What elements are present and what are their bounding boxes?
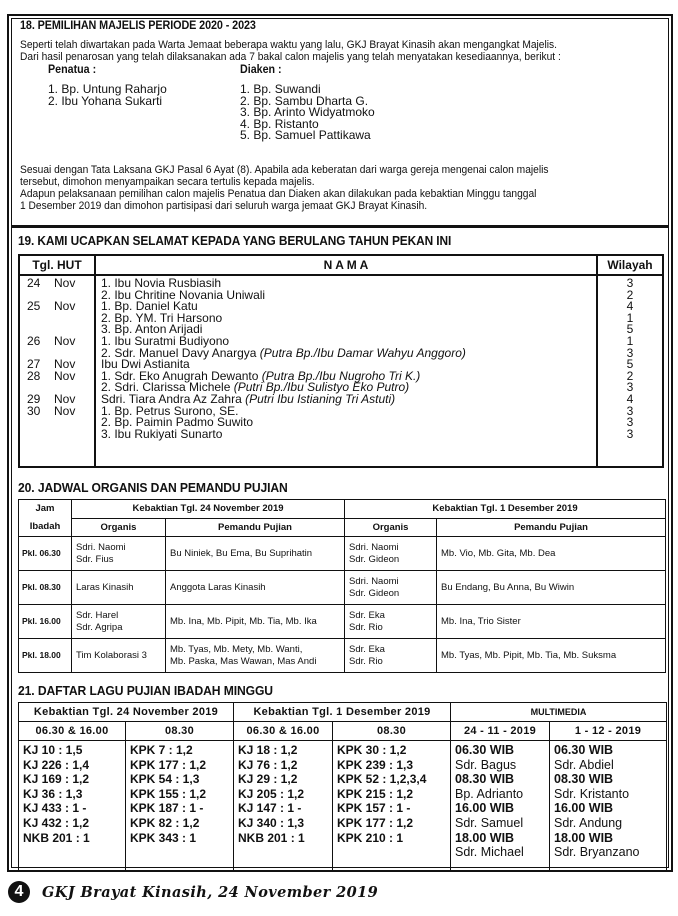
header-s1-a: 06.30 & 16.00 — [19, 722, 126, 741]
header-jam-ibadah — [19, 500, 72, 537]
song-entry: KJ 205 : 1,2 — [238, 786, 305, 801]
cell-line: Sdr. Eka — [349, 644, 385, 655]
song-entry: KJ 340 : 1,3 — [238, 815, 305, 830]
song-entry: KPK 54 : 1,3 — [130, 772, 200, 787]
header-service-1: Kebaktian Tgl. 24 November 2019 — [19, 703, 234, 722]
song-entry: KJ 76 : 1,2 — [238, 757, 298, 772]
header-s2-b: 08.30 — [333, 722, 451, 741]
table-header-row — [19, 500, 666, 519]
header-mm-1: 24 - 11 - 2019 — [451, 722, 550, 741]
section-19-title: 19. KAMI UCAPKAN SELAMAT KEPADA YANG BERULANG TAHUN PEKAN INI — [18, 234, 452, 248]
header-wilayah: Wilayah — [597, 255, 663, 275]
cell-line: Sdr. Rio — [349, 655, 383, 667]
song-entry: KPK 215 : 1,2 — [337, 786, 414, 801]
table-header-row — [19, 703, 667, 722]
songs-s2-a — [234, 741, 333, 871]
song-entry: KJ 29 : 1,2 — [238, 772, 298, 787]
multimedia-time: 18.00 WIB — [554, 830, 614, 845]
multimedia-operator: Bp. Adrianto — [455, 786, 524, 801]
list-item: 5. Bp. Samuel Pattikawa — [240, 128, 371, 143]
song-entry: KPK 52 : 1,2,3,4 — [337, 772, 427, 787]
person-name: 1. Sdr. Eko Anugrah Dewanto — [101, 368, 262, 383]
wilayah-value: 1 — [626, 333, 634, 348]
cell-line: Mb. Ina, Trio Sister — [441, 615, 521, 627]
multimedia-operator: Sdr. Michael — [455, 845, 524, 860]
person-note: (Putra Bp./Ibu Damar Wahyu Anggoro) — [259, 345, 466, 360]
wilayah-value: 2 — [626, 368, 634, 383]
tgl-month: Nov — [54, 333, 76, 348]
cell-line: Anggota Laras Kinasih — [170, 581, 266, 593]
song-entry: KJ 18 : 1,2 — [238, 743, 298, 757]
multimedia-operator: Sdr. Kristanto — [554, 786, 630, 801]
wilayah-column — [597, 275, 663, 467]
cell-line: Sdri. Naomi — [349, 542, 399, 553]
closing-line-1: Sesuai dengan Tata Laksana GKJ Pasal 6 Ayat (8). Apabila ada keberatan dari warga gereja mengenai calon majelis — [20, 164, 549, 176]
multimedia-operator: Sdr. Samuel — [455, 815, 524, 830]
wilayah-value: 3 — [626, 403, 634, 418]
song-entry: KJ 226 : 1,4 — [23, 757, 90, 772]
list-item: 3. Bp. Arinto Widyatmoko — [240, 105, 375, 120]
header-pemandu-1: Pemandu Pujian — [166, 518, 345, 537]
list-item: 1. Bp. Untung Raharjo — [48, 82, 167, 96]
s2-organis-cell — [345, 537, 437, 571]
cell-line: Sdri. Naomi — [349, 576, 399, 587]
person-name: 2. Bp. YM. Tri Harsono — [101, 310, 223, 325]
s1-organis-cell — [72, 537, 166, 571]
cell-line: Sdri. Naomi — [76, 542, 126, 553]
cell-line: Bu Niniek, Bu Ema, Bu Suprihatin — [170, 547, 313, 559]
song-entry: KPK 343 : 1 — [130, 830, 197, 845]
tgl-entry — [20, 313, 94, 325]
cell-line: Bu Endang, Bu Anna, Bu Wiwin — [441, 581, 575, 593]
multimedia-operator: Sdr. Andung — [554, 815, 623, 830]
s2-pemandu-cell — [437, 537, 666, 571]
penatua-list — [48, 84, 167, 107]
list-item: 4. Bp. Ristanto — [240, 116, 319, 131]
person-name: 2. Bp. Paimin Padmo Suwito — [101, 415, 254, 430]
header-service-2: Kebaktian Tgl. 1 Desember 2019 — [345, 500, 666, 519]
song-entry: KPK 82 : 1,2 — [130, 815, 200, 830]
cell-line: Sdr. Gideon — [349, 553, 400, 565]
header-multimedia: MULTIMEDIA — [451, 703, 667, 722]
person-note: (Putri Bp./Ibu Sulistyo Eko Putro) — [233, 380, 410, 395]
songs-s2-b — [333, 741, 451, 871]
song-entry: KPK 30 : 1,2 — [337, 743, 407, 757]
s2-organis-cell — [345, 571, 437, 605]
table-row — [19, 571, 666, 605]
tgl-day: 28 — [27, 368, 41, 383]
song-entry: KPK 177 : 1,2 — [130, 757, 207, 772]
section-18 — [20, 20, 660, 212]
s1-organis-cell — [72, 571, 166, 605]
diaken-heading: Diaken : — [240, 64, 282, 76]
person-name: 1. Ibu Suratmi Budiyono — [101, 333, 230, 348]
multimedia-time: 18.00 WIB — [455, 830, 515, 845]
song-entry: KJ 169 : 1,2 — [23, 772, 90, 787]
multimedia-time: 16.00 WIB — [455, 801, 515, 816]
section-18-title: 18. PEMILIHAN MAJELIS PERIODE 2020 - 2023 — [20, 20, 256, 32]
section-20-title: 20. JADWAL ORGANIS DAN PEMANDU PUJIAN — [18, 481, 288, 495]
tgl-day: 30 — [27, 403, 41, 418]
table-subheader-row — [19, 518, 666, 537]
song-entry: KJ 147 : 1 - — [238, 801, 302, 816]
song-entry: NKB 201 : 1 — [238, 830, 305, 845]
song-entry: NKB 201 : 1 — [23, 830, 90, 845]
list-item: 1. Bp. Suwandi — [240, 82, 321, 96]
person-name: 3. Bp. Anton Arijadi — [101, 322, 203, 337]
table-row — [19, 605, 666, 639]
cell-line: Mb. Paska, Mas Wawan, Mas Andi — [170, 655, 317, 667]
person-name: 2. Sdr. Manuel Davy Anargya — [101, 345, 260, 360]
cell-line: Tim Kolaborasi 3 — [76, 649, 147, 661]
closing-line-2: tersebut, dimohon menyampaikan secara tertulis kepada majelis. — [20, 176, 315, 188]
s1-pemandu-cell — [166, 537, 345, 571]
wilayah-value: 3 — [626, 380, 634, 395]
person-name: 1. Ibu Novia Rusbiasih — [101, 276, 222, 290]
song-entry: KJ 432 : 1,2 — [23, 815, 90, 830]
song-entry: KJ 36 : 1,3 — [23, 786, 83, 801]
person-name: Ibu Dwi Astianita — [101, 357, 190, 372]
s1-pemandu-cell — [166, 571, 345, 605]
song-entry: KPK 239 : 1,3 — [337, 757, 414, 772]
diaken-column — [240, 64, 375, 142]
tgl-day: 27 — [27, 357, 41, 372]
wilayah-value: 1 — [626, 310, 634, 325]
person-name: 1. Bp. Daniel Katu — [101, 299, 198, 314]
person-note: (Putri Ibu Istianing Tri Astuti) — [245, 391, 396, 406]
organist-schedule-table — [18, 499, 666, 673]
s1-organis-cell — [72, 605, 166, 639]
wilayah-value: 4 — [626, 391, 634, 406]
header-s1-b: 08.30 — [126, 722, 234, 741]
song-entry: KPK 157 : 1 - — [337, 801, 411, 816]
s2-pemandu-cell — [437, 571, 666, 605]
tgl-day: 25 — [27, 299, 41, 314]
hymn-list-table — [18, 702, 667, 871]
header-pemandu-2: Pemandu Pujian — [437, 518, 666, 537]
birthday-table — [18, 254, 664, 468]
multimedia-time: 06.30 WIB — [554, 743, 614, 757]
wilayah-value: 3 — [626, 345, 634, 360]
person-name: 3. Ibu Rukiyati Sunarto — [101, 426, 223, 441]
header-service-1: Kebaktian Tgl. 24 November 2019 — [72, 500, 345, 519]
wilayah-value: 3 — [626, 276, 634, 290]
cell-line: Laras Kinasih — [76, 581, 134, 593]
cell-line: Mb. Vio, Mb. Gita, Mb. Dea — [441, 547, 556, 559]
page-footer — [8, 880, 378, 904]
header-jam-line2: Ibadah — [29, 521, 61, 532]
candidate-lists — [48, 64, 648, 180]
cell-line: Sdr. Eka — [349, 610, 385, 621]
tgl-entry — [20, 278, 94, 290]
songs-s1-a — [19, 741, 126, 871]
jam-cell: Pkl. 06.30 — [19, 537, 72, 571]
table-body-row — [19, 275, 663, 467]
wilayah-value: 3 — [626, 415, 634, 430]
s2-pemandu-cell — [437, 605, 666, 639]
tgl-month: Nov — [54, 391, 76, 406]
cell-line: Mb. Ina, Mb. Pipit, Mb. Tia, Mb. Ika — [170, 615, 317, 627]
section-19 — [18, 234, 666, 441]
jam-cell: Pkl. 08.30 — [19, 571, 72, 605]
person-name: Sdri. Tiara Andra Az Zahra — [101, 391, 246, 406]
nama-column — [95, 275, 597, 467]
cell-line: Sdr. Gideon — [349, 587, 400, 599]
tgl-entry — [20, 417, 94, 429]
tgl-month: Nov — [54, 299, 76, 314]
cell-line: Sdr. Rio — [349, 621, 383, 633]
tgl-month: Nov — [54, 357, 76, 372]
header-s2-a: 06.30 & 16.00 — [234, 722, 333, 741]
song-entry: KJ 10 : 1,5 — [23, 743, 83, 757]
s1-organis-cell — [72, 639, 166, 673]
songs-s1-b — [126, 741, 234, 871]
multimedia-time: 08.30 WIB — [455, 772, 515, 787]
section-18-intro — [20, 39, 660, 63]
multimedia-operator: Sdr. Bryanzano — [554, 845, 640, 860]
multimedia-1 — [451, 741, 550, 871]
wilayah-value: 5 — [626, 357, 634, 372]
cell-line: Mb. Tyas, Mb. Pipit, Mb. Tia, Mb. Suksma — [441, 649, 617, 661]
table-subheader-row — [19, 722, 667, 741]
tgl-day: 26 — [27, 333, 41, 348]
penatua-heading: Penatua : — [48, 64, 97, 76]
wilayah-value: 3 — [626, 426, 634, 441]
closing-line-3: Adapun pelaksanaan pemilihan calon majelis Penatua dan Diaken akan dilakukan pada kebaktian Minggu tanggal — [20, 188, 537, 200]
header-nama: N A M A — [95, 255, 597, 275]
song-entry: KPK 7 : 1,2 — [130, 743, 193, 757]
person-name: 2. Ibu Chritine Novania Uniwali — [101, 287, 266, 302]
tgl-month: Nov — [54, 403, 76, 418]
intro-line-2: Dari hasil penarosan yang telah dilaksanakan ada 7 bakal calon majelis yang telah menyatakan kesediaannya, berikut : — [20, 51, 561, 63]
header-mm-2: 1 - 12 - 2019 — [550, 722, 667, 741]
multimedia-time: 06.30 WIB — [455, 743, 515, 757]
multimedia-time: 16.00 WIB — [554, 801, 614, 816]
tgl-day: 24 — [27, 276, 41, 290]
s1-pemandu-cell — [166, 639, 345, 673]
s1-pemandu-cell — [166, 605, 345, 639]
tgl-month: Nov — [54, 368, 76, 383]
song-entry: KJ 433 : 1 - — [23, 801, 87, 816]
table-header-row — [19, 255, 663, 275]
section-21 — [18, 684, 666, 860]
diaken-list — [240, 84, 375, 142]
list-item: 2. Ibu Yohana Sukarti — [48, 93, 163, 108]
person-name: 2. Sdri. Clarissa Michele — [101, 380, 234, 395]
song-entry: KPK 155 : 1,2 — [130, 786, 207, 801]
wilayah-value: 4 — [626, 299, 634, 314]
wilayah-value: 5 — [626, 322, 634, 337]
tgl-entry — [20, 368, 94, 383]
s2-organis-cell — [345, 605, 437, 639]
multimedia-2 — [550, 741, 667, 871]
header-service-2: Kebaktian Tgl. 1 Desember 2019 — [234, 703, 451, 722]
intro-line-1: Seperti telah diwartakan pada Warta Jemaat beberapa waktu yang lalu, GKJ Brayat Kinasih akan mengangkat Majelis. — [20, 39, 558, 51]
song-entry: KPK 210 : 1 — [337, 830, 404, 845]
header-organis-1: Organis — [72, 518, 166, 537]
tgl-entry — [20, 301, 94, 313]
s2-organis-cell — [345, 639, 437, 673]
wilayah-value: 2 — [626, 287, 634, 302]
tgl-column — [19, 275, 95, 467]
section-18-closing — [20, 164, 660, 212]
cell-line: Sdr. Agripa — [76, 621, 123, 633]
table-row — [19, 537, 666, 571]
page-number-badge: 4 — [8, 881, 30, 903]
multimedia-operator: Sdr. Bagus — [455, 757, 517, 772]
header-organis-2: Organis — [345, 518, 437, 537]
person-name: 1. Bp. Petrus Surono, SE. — [101, 403, 239, 418]
person-note: (Putra Bp./Ibu Nugroho Tri K.) — [261, 368, 421, 383]
multimedia-operator: Sdr. Abdiel — [554, 757, 614, 772]
tgl-entry — [20, 403, 94, 418]
section-21-title: 21. DAFTAR LAGU PUJIAN IBADAH MINGGU — [18, 684, 273, 698]
s2-pemandu-cell — [437, 639, 666, 673]
song-entry: KPK 177 : 1,2 — [337, 815, 414, 830]
penatua-column — [48, 64, 167, 107]
header-tgl: Tgl. HUT — [19, 255, 95, 275]
header-jam-line1: Jam — [35, 503, 55, 514]
tgl-entry — [20, 429, 94, 441]
list-item — [96, 426, 596, 441]
table-row — [19, 639, 666, 673]
table-body-row — [19, 741, 667, 871]
cell-line: Sdr. Harel — [76, 610, 119, 621]
footer-text: GKJ Brayat Kinasih, 24 November 2019 — [42, 883, 379, 901]
list-item: 2. Bp. Sambu Dharta G. — [240, 93, 369, 108]
cell-line: Mb. Tyas, Mb. Mety, Mb. Wanti, — [170, 644, 303, 655]
cell-line: Sdr. Fius — [76, 553, 114, 565]
tgl-month: Nov — [54, 276, 76, 290]
closing-line-4: 1 Desember 2019 dan dimohon partisipasi dari seluruh warga jemaat GKJ Brayat Kinasih. — [20, 200, 428, 212]
tgl-entry — [20, 333, 94, 348]
section-20 — [18, 481, 666, 667]
song-entry: KPK 187 : 1 - — [130, 801, 204, 816]
multimedia-time: 08.30 WIB — [554, 772, 614, 787]
tgl-day: 29 — [27, 391, 41, 406]
jam-cell: Pkl. 18.00 — [19, 639, 72, 673]
jam-cell: Pkl. 16.00 — [19, 605, 72, 639]
